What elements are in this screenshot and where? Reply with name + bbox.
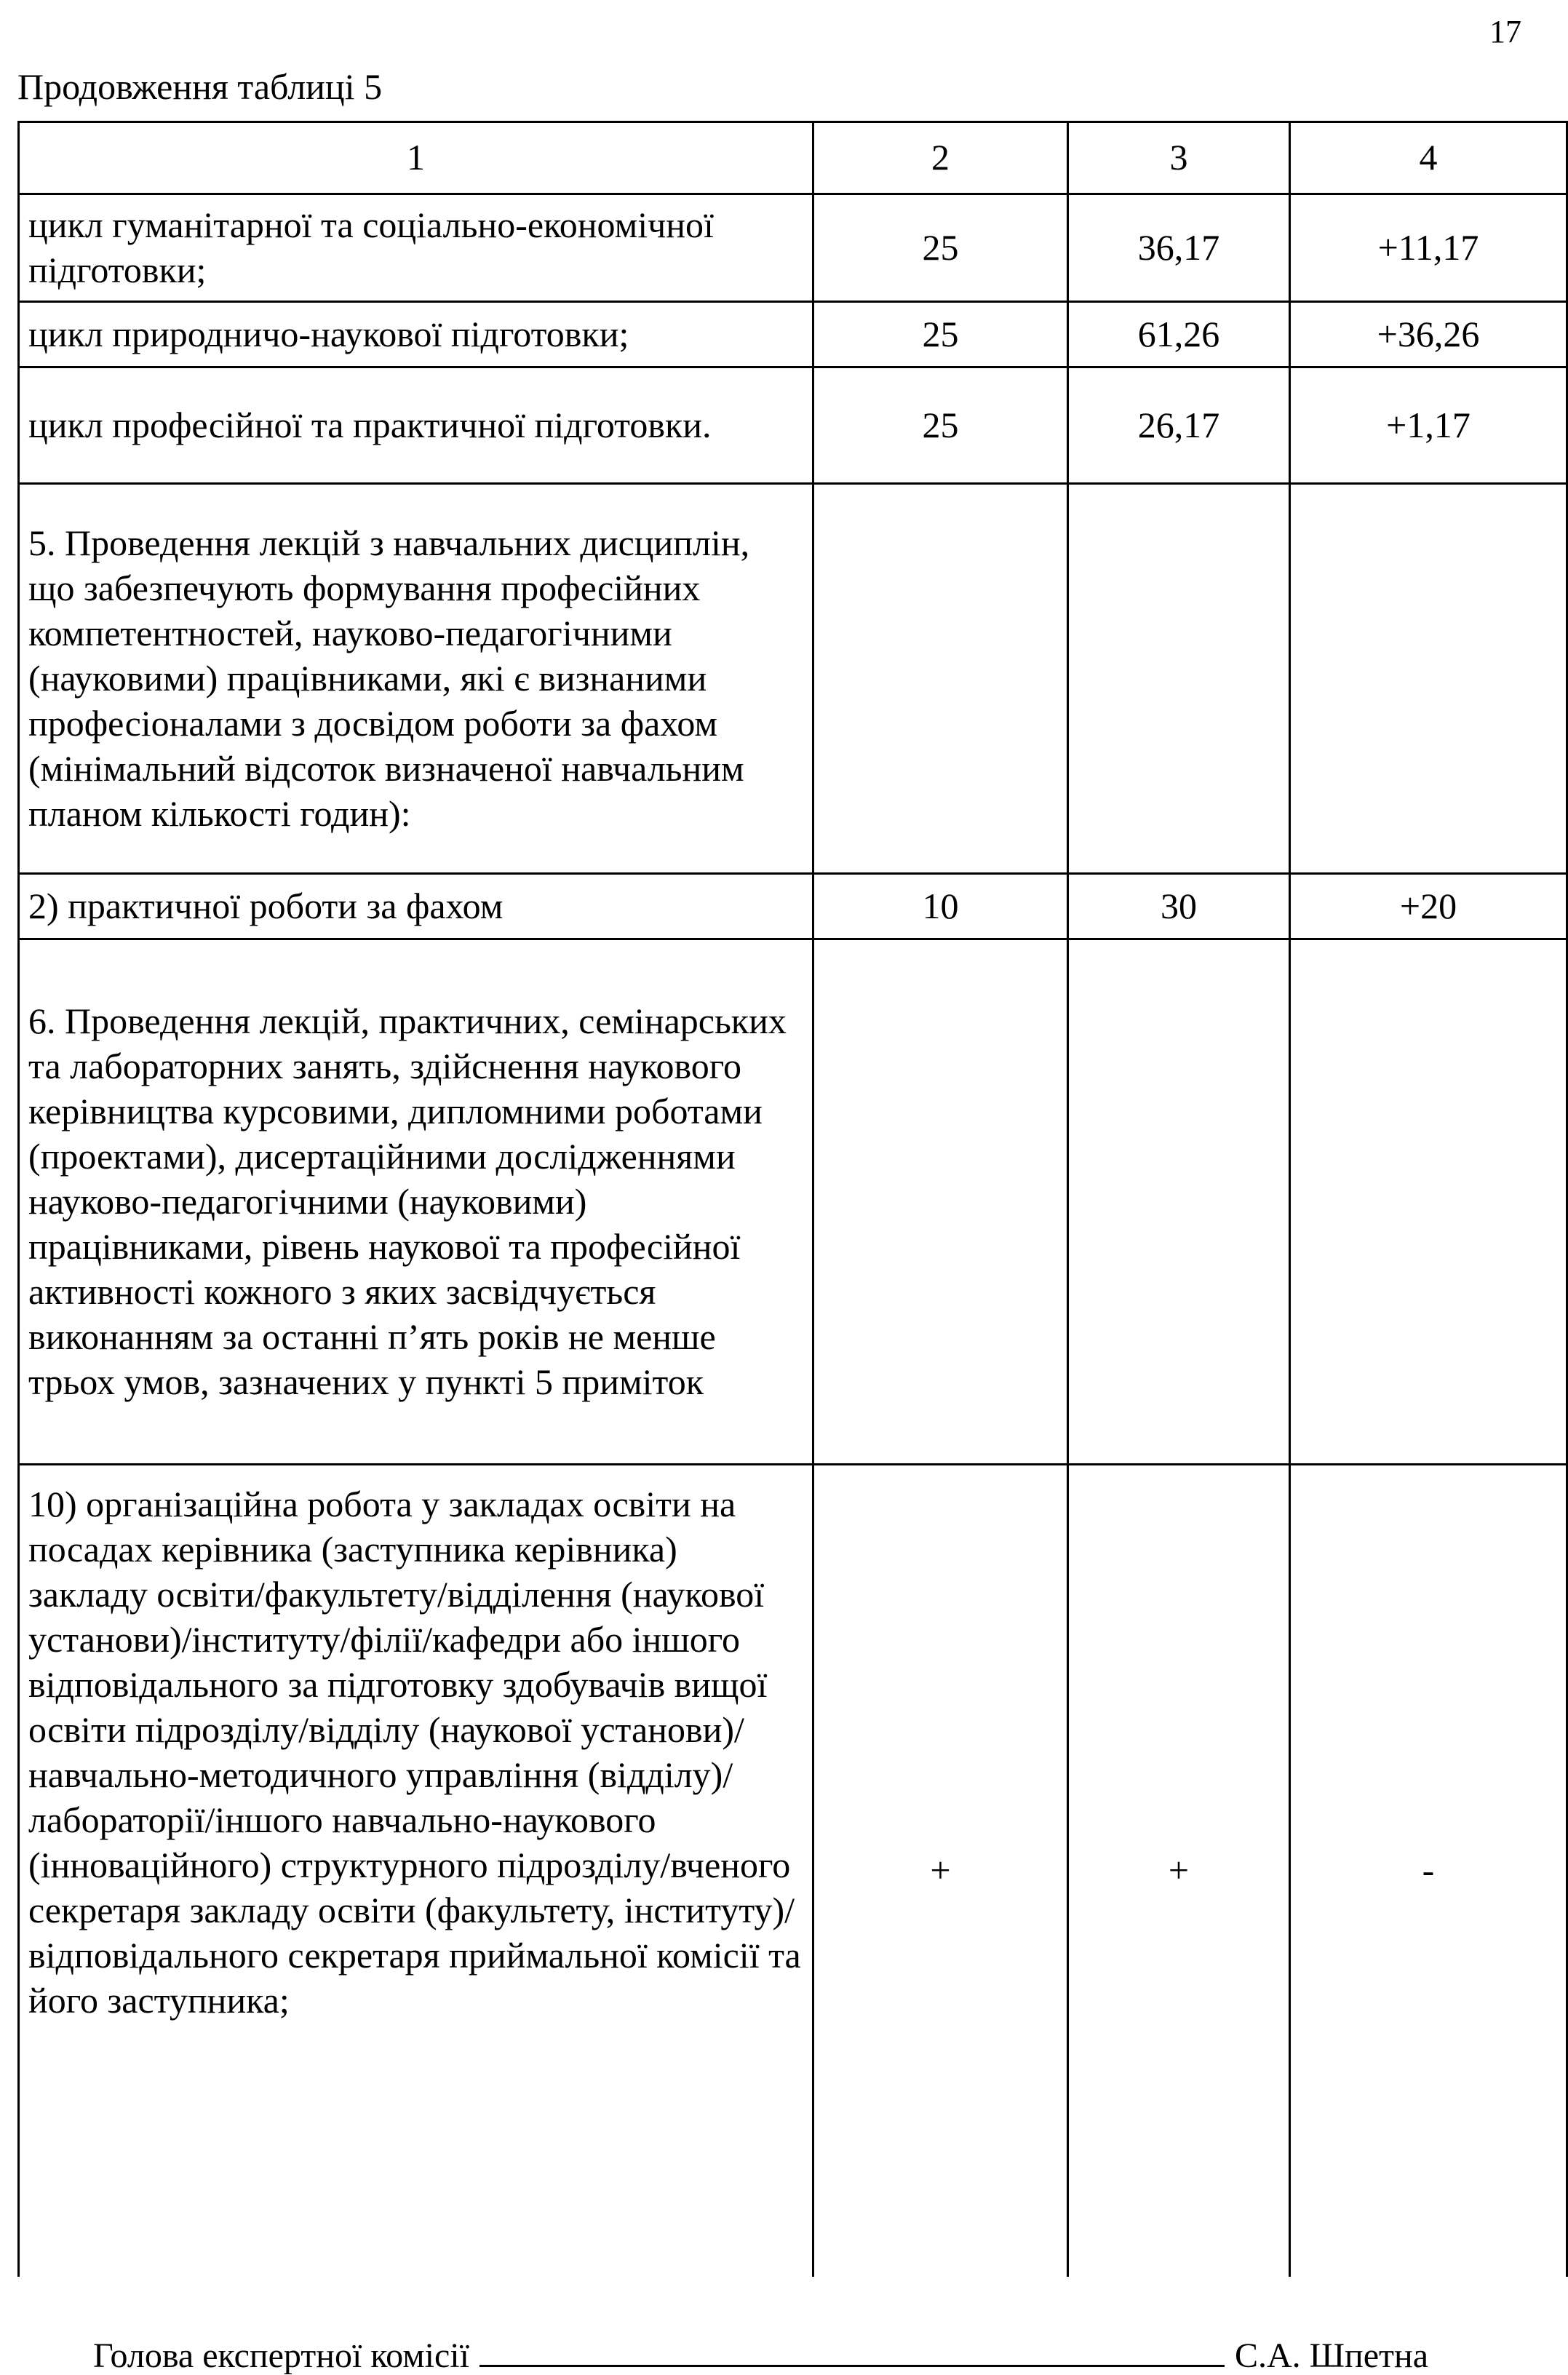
signature-label: Голова експертної комісії: [93, 2336, 469, 2375]
row-value-4: -: [1290, 1465, 1567, 2277]
row-value-2: 10: [813, 874, 1068, 939]
signature-name: С.А. Шпетна: [1234, 2336, 1428, 2375]
signature-block: [93, 2336, 1428, 2374]
row-label: 6. Проведення лекцій, практичних, семінарських та лабораторних занять, здійснення наукового керівництва курсовими, дипломними роботами (проектами), дисертаційними дослідженнями науково-педагогічними (науковими) працівниками, рівень наукової та професійної активності кожного з яких засвідчується виконанням за останні п’ять років не менше трьох умов, зазначених у пункті 5 приміток: [19, 939, 813, 1465]
header-col-4: 4: [1290, 122, 1567, 194]
row-value-2: 25: [813, 302, 1068, 367]
table-header-row: [19, 122, 1567, 194]
row-value-2: [813, 484, 1068, 874]
row-value-3: 36,17: [1068, 194, 1290, 302]
header-col-2: 2: [813, 122, 1068, 194]
row-label: 5. Проведення лекцій з навчальних дисциплін, що забезпечують формування професійних компетентностей, науково-педагогічними (науковими) працівниками, які є визнаними професіоналами з досвідом роботи за фахом (мінімальний відсоток визначеної навчальним планом кількості годин):: [19, 484, 813, 874]
table-row: [19, 367, 1567, 484]
table-row: [19, 194, 1567, 302]
table-continuation-title: Продовження таблиці 5: [17, 66, 383, 107]
row-value-3: [1068, 939, 1290, 1465]
row-label: цикл професійної та практичної підготовки.: [19, 367, 813, 484]
table-row: [19, 939, 1567, 1465]
row-value-3: [1068, 484, 1290, 874]
table-row: [19, 302, 1567, 367]
row-value-2: [813, 939, 1068, 1465]
row-value-3: 61,26: [1068, 302, 1290, 367]
row-value-2: +: [813, 1465, 1068, 2277]
row-value-4: +36,26: [1290, 302, 1567, 367]
row-value-4: +1,17: [1290, 367, 1567, 484]
row-value-3: 30: [1068, 874, 1290, 939]
row-value-2: 25: [813, 194, 1068, 302]
row-value-4: +11,17: [1290, 194, 1567, 302]
header-col-3: 3: [1068, 122, 1290, 194]
page-number: 17: [1489, 14, 1521, 49]
row-value-3: +: [1068, 1465, 1290, 2277]
row-label: цикл природничо-наукової підготовки;: [19, 302, 813, 367]
row-value-4: +20: [1290, 874, 1567, 939]
row-value-4: [1290, 484, 1567, 874]
table-row: [19, 874, 1567, 939]
row-label: 10) організаційна робота у закладах освіти на посадах керівника (заступника керівника) закладу освіти/факультету/відділення (наукової установи)/інституту/філії/кафедри або іншого відповідального за підготовку здобувачів вищої освіти підрозділу/відділу (наукової установи)/навчально-методичного управління (відділу)/лабораторії/іншого навчально-наукового (інноваційного) структурного підрозділу/вченого секретаря закладу освіти (факультету, інституту)/відповідального секретаря приймальної комісії та його заступника;: [19, 1465, 813, 2277]
table-row: [19, 1465, 1567, 2277]
header-col-1: 1: [19, 122, 813, 194]
indicators-table: [17, 121, 1568, 2277]
row-label: 2) практичної роботи за фахом: [19, 874, 813, 939]
table-row: [19, 484, 1567, 874]
row-value-4: [1290, 939, 1567, 1465]
signature-line: [479, 2336, 1225, 2367]
row-label: цикл гуманітарної та соціально-економічної підготовки;: [19, 194, 813, 302]
row-value-2: 25: [813, 367, 1068, 484]
row-value-3: 26,17: [1068, 367, 1290, 484]
